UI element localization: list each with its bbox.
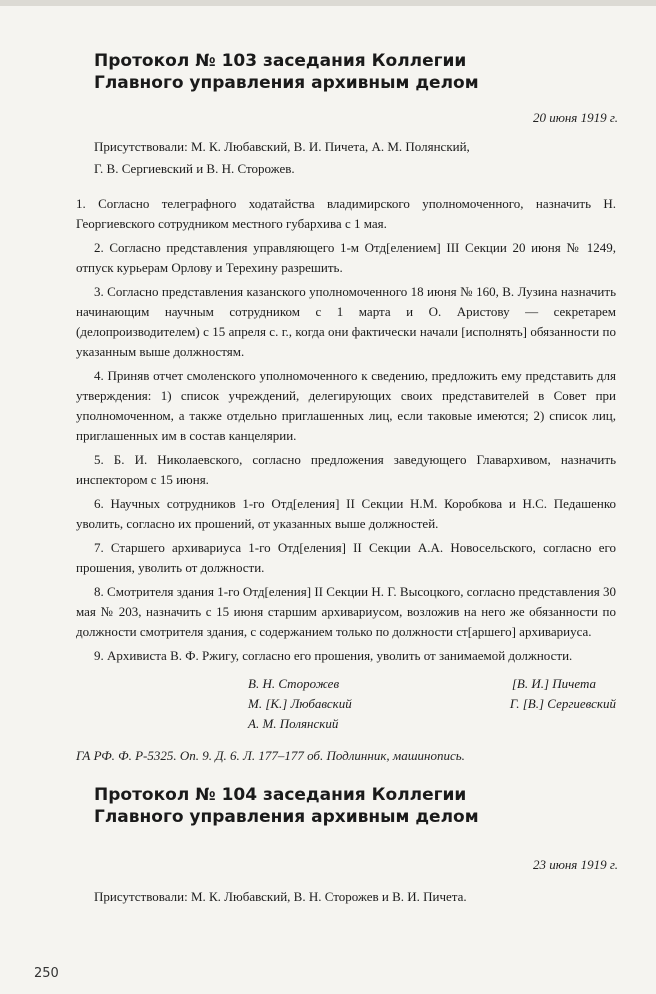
protocol-103-attendance [94, 136, 614, 180]
protocol-103-title-line2: Главного управления архивным делом [94, 73, 479, 93]
signer-name: [В. И.] Пичета [511, 676, 597, 691]
paragraph-7: 7. Старшего архивариуса 1-го Отд[еления] II Секции А.А. Новосельского, согласно его прошения, уволить от должности. [76, 540, 616, 575]
archival-source: ГА РФ. Ф. Р-5325. Оп. 9. Д. 6. Л. 177–177 об. Подлинник, машинопись. [76, 748, 465, 763]
protocol-104-date: 23 июня 1919 г. [532, 857, 618, 872]
protocol-103-title-line1: Протокол № 103 заседания Коллегии [94, 51, 467, 71]
top-edge [0, 0, 656, 6]
signer-name: А. М. Полянский [248, 716, 339, 731]
paragraph-2: 2. Согласно представления управляющего 1-м Отд[елением] III Секции 20 июня № 1249, отпуск курьерам Орлову и Терехину разрешить. [76, 240, 616, 275]
paragraph-9: 9. Архивиста В. Ф. Ржигу, согласно его прошения, уволить от занимаемой должности. [94, 648, 573, 663]
attendance-line: Г. В. Сергиевский и В. Н. Сторожев. [94, 161, 295, 176]
protocol-104-title-line1: Протокол № 104 заседания Коллегии [94, 785, 467, 805]
signer-name: М. [К.] Любавский [248, 696, 352, 711]
attendance-line: Присутствовали: М. К. Любавский, В. И. Пичета, А. М. Полянский, [94, 139, 470, 154]
paragraph-6: 6. Научных сотрудников 1-го Отд[еления] II Секции Н.М. Коробкова и Н.С. Педашенко уволить, согласно их прошений, от указанных выше должностей. [76, 496, 616, 531]
paragraph-5: 5. Б. И. Николаевского, согласно предложения заведующего Главархивом, назначить инспектором с 15 июня. [76, 452, 616, 487]
page-number: 250 [34, 966, 59, 981]
protocol-104-attendance: Присутствовали: М. К. Любавский, В. Н. Сторожев и В. И. Пичета. [94, 889, 467, 904]
paragraph-8: 8. Смотрителя здания 1-го Отд[еления] II Секции Н. Г. Высоцкого, согласно представления 30 мая № 203, назначить с 15 июня старшим архивариусом, возложив на него же обязанности по должности смотрителя здания, с содержанием только по должности ст[аршего] архивариуса. [76, 584, 616, 639]
signer-name: Г. [В.] Сергиевский [509, 696, 616, 711]
paragraph-3: 3. Согласно представления казанского уполномоченного 18 июня № 160, В. Лузина назначить начинающим научным сотрудником с 1 марта и О. Аристову — секретарем (делопроизводителем) с 15 апреля с. г., когда они фактически начали [исполнять] обязанности по указанным выше должностям. [76, 284, 616, 359]
protocol-103-date: 20 июня 1919 г. [532, 110, 618, 125]
signers-right [510, 674, 616, 714]
protocol-104-title-line2: Главного управления архивным делом [94, 807, 479, 827]
signers-left [248, 674, 352, 734]
paragraph-4: 4. Приняв отчет смоленского уполномоченного к сведению, предложить ему представить для утверждения: 1) список учреждений, делегирующих своих представителей в Совет при уполномоченном, а также отдельно приглашенных лиц, если таковые имеются; 2) список лиц, приглашенных им в состав канцелярии. [76, 368, 616, 443]
signer-name: В. Н. Сторожев [248, 676, 340, 691]
protocol-103-body [76, 194, 616, 670]
paragraph-1: 1. Согласно телеграфного ходатайства владимирского уполномоченного, назначить Н. Георгиевского сотрудником местного губархива с 1 мая. [76, 196, 616, 231]
